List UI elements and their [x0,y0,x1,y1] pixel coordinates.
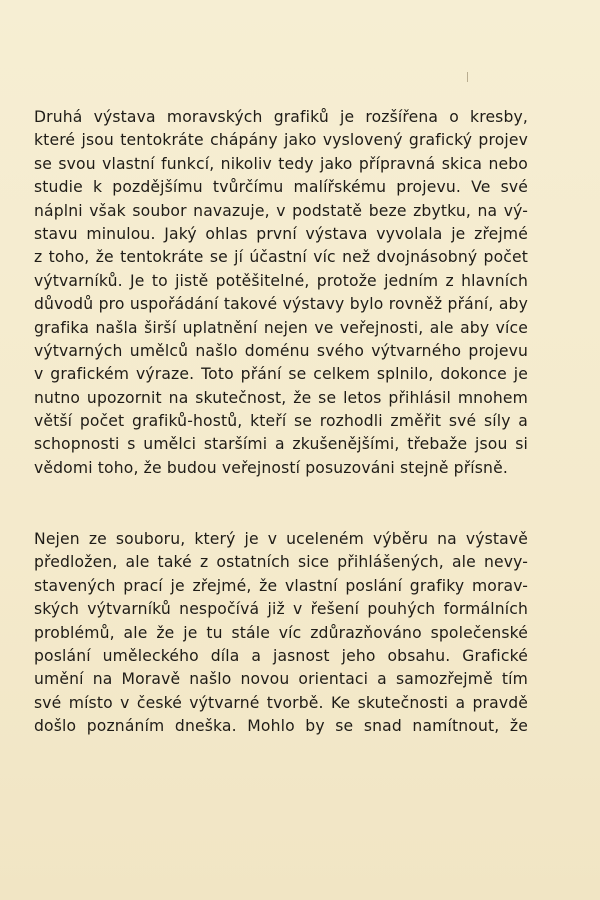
text-line: došlo poznáním dneška. Mohlo by se snad namítnout, že [34,717,528,736]
paper-mark [467,72,468,82]
text-line: studie k pozdějšímu tvůrčímu malířskému projevu. Ve své [34,178,528,197]
text-line: problémů, ale že je tu stále víc zdůrazňováno společenské [34,623,528,642]
text-line: vědomi toho, že budou veřejností posuzováni stejně přísně. [34,458,508,477]
text-line: stavených prací je zřejmé, že vlastní poslání grafiky morav- [34,576,528,595]
text-line: grafika našla širší uplatnění nejen ve veřejnosti, ale aby více [34,318,528,337]
text-line: ských výtvarníků nespočívá již v řešení pouhých formálních [34,600,528,619]
text-line: které jsou tentokráte chápány jako vyslovený grafický projev [34,131,528,150]
text-line: z toho, že tentokráte se jí účastní víc než dvojnásobný počet [34,248,528,267]
paragraph-2 [34,528,528,739]
text-line: Druhá výstava moravských grafiků je rozšířena o kresby, [34,108,528,126]
text-line: předložen, ale také z ostatních sice přihlášených, ale nevy- [34,553,528,572]
text-line: umění na Moravě našlo novou orientaci a samozřejmě tím [34,670,528,689]
text-line: se svou vlastní funkcí, nikoliv tedy jako přípravná skica nebo [34,154,528,173]
text-line: větší počet grafiků-hostů, kteří se rozhodli změřit své síly a [34,412,528,431]
text-line: poslání uměleckého díla a jasnost jeho obsahu. Grafické [34,646,528,665]
text-line: stavu minulou. Jaký ohlas první výstava vyvolala je zřejmé [34,224,528,243]
text-line: Nejen ze souboru, který je v uceleném výběru na výstavě [34,530,528,548]
text-line: schopnosti s umělci staršími a zkušenějšími, třebaže jsou si [34,435,528,454]
text-line: výtvarníků. Je to jistě potěšitelné, protože jedním z hlavních [34,271,528,290]
text-line: náplni však soubor navazuje, v podstatě beze zbytku, na vý- [34,201,528,220]
text-line: nutno upozornit na skutečnost, že se letos přihlásil mnohem [34,388,528,407]
text-line: své místo v české výtvarné tvorbě. Ke skutečnosti a pravdě [34,693,528,712]
text-line: v grafickém výraze. Toto přání se celkem splnilo, dokonce je [34,365,528,384]
text-line: důvodů pro uspořádání takové výstavy bylo rovněž přání, aby [34,295,528,314]
text-line: výtvarných umělců našlo doménu svého výtvarného projevu [34,341,528,360]
paragraph-1 [34,106,528,480]
